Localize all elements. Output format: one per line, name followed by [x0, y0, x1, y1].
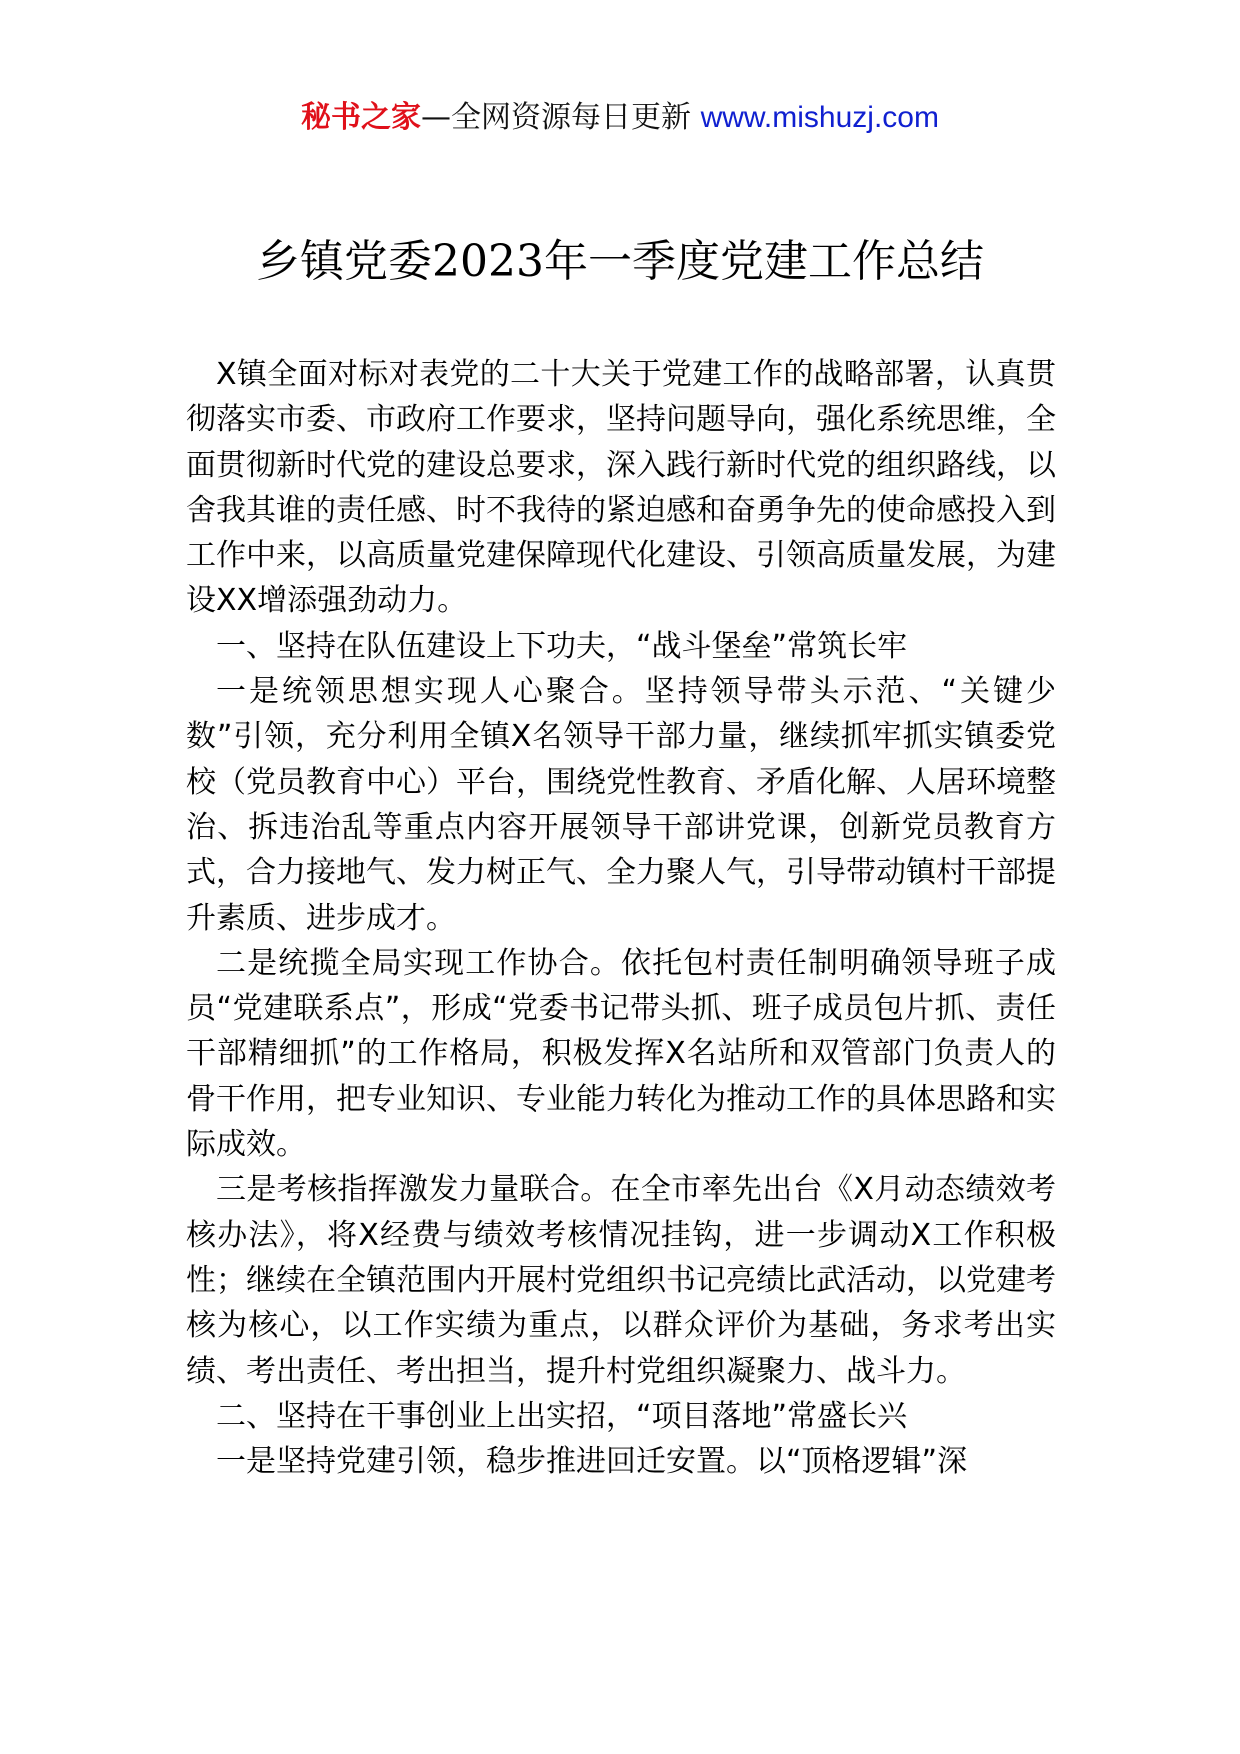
- banner-url[interactable]: www.mishuzj.com: [700, 101, 939, 134]
- document-body: [186, 352, 1056, 1484]
- paragraph-1-1: 一是统领思想实现人心聚合。坚持领导带头示范、“关键少数”引领，充分利用全镇X名领导干部力量，继续抓牢抓实镇委党校（党员教育中心）平台，围绕党性教育、矛盾化解、人居环境整治、拆违治乱等重点内容开展领导干部讲党课，创新党员教育方式，合力接地气、发力树正气、全力聚人气，引导带动镇村干部提升素质、进步成才。: [186, 674, 1056, 936]
- banner-brand: 秘书之家: [301, 100, 422, 135]
- paragraph-1-2: 二是统揽全局实现工作协合。依托包村责任制明确领导班子成员“党建联系点”，形成“党委书记带头抓、班子成员包片抓、责任干部精细抓”的工作格局，积极发挥X名站所和双管部门负责人的骨干作用，把专业知识、专业能力转化为推动工作的具体思路和实际成效。: [186, 945, 1056, 1163]
- paragraph-intro: X镇全面对标对表党的二十大关于党建工作的战略部署，认真贯彻落实市委、市政府工作要求，坚持问题导向，强化系统思维，全面贯彻新时代党的建设总要求，深入践行新时代党的组织路线，以舍我其谁的责任感、时不我待的紧迫感和奋勇争先的使命感投入到工作中来，以高质量党建保障现代化建设、引领高质量发展，为建设XX增添强劲动力。: [186, 357, 1056, 619]
- paragraph-1-3: 三是考核指挥激发力量联合。在全市率先出台《X月动态绩效考核办法》，将X经费与绩效考核情况挂钩，进一步调动X工作积极性；继续在全镇范围内开展村党组织书记亮绩比武活动，以党建考核为核心，以工作实绩为重点，以群众评价为基础，务求考出实绩、考出责任、考出担当，提升村党组织凝聚力、战斗力。: [186, 1172, 1056, 1389]
- document-title: 乡镇党委2023年一季度党建工作总结: [256, 236, 984, 287]
- section-heading-2: 二、坚持在干事创业上出实招，“项目落地”常盛长兴: [216, 1398, 908, 1434]
- site-banner: [0, 98, 1240, 138]
- banner-tagline: —全网资源每日更新: [421, 100, 701, 135]
- section-heading-1: 一、坚持在队伍建设上下功夫，“战斗堡垒”常筑长牢: [216, 628, 908, 664]
- paragraph-2-1: 一是坚持党建引领，稳步推进回迁安置。以“顶格逻辑”深: [216, 1444, 968, 1480]
